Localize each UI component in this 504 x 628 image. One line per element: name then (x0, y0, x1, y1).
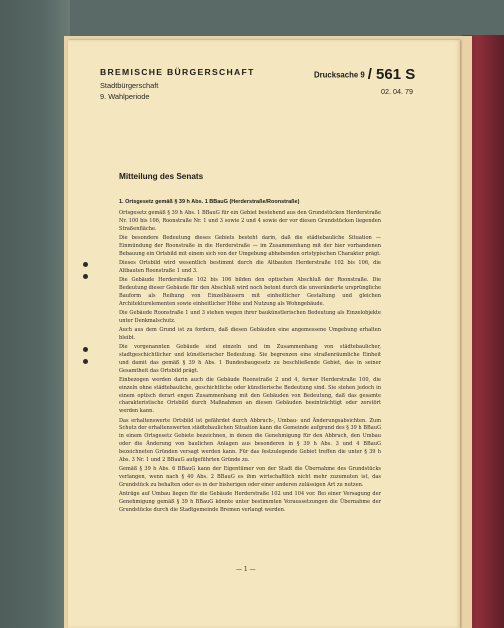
paragraph: Das erhaltenswerte Ortsbild ist gefährdet durch Abbruch-, Umbau- und Änderungsabsichten. Zum Schutz der erhaltenswerten städtebaulichen Situation kann die Gemeinde aufgrund des § 39 h BBauG in einem Ortsgesetz Gebiete bezeichnen, in denen die Genehmigung für den Abbruch, den Umbau oder die Änderung von baulichen Anlagen aus besonderen in § 39 h Abs. 3 und 4 BBauG bezeichneten Gründen versagt werden kann. Für das festzulegende Gebiet treffen die unter § 39 h Abs. 3 Nr. 1 und 2 BBauG aufgeführten Gründe zu. (119, 417, 381, 463)
page-number: — 1 — (236, 566, 256, 573)
paragraph: Einbezogen werden darin auch die Gebäude Roonstraße 2 und 4, ferner Herderstraße 100, die einzeln ohne städtebauliche, geschichtliche oder künstlerische Bedeutung sind. Sie stehen jedoch in einem optisch derart engen Zusammenhang mit den Gebäuden von Bedeutung, daß das gesamte charakteristische Ortsbild durch Maßnahmen an diesen Gebäuden beeinträchtigt oder zerstört werden kann. (119, 377, 381, 415)
document-number (314, 66, 415, 84)
legislative-period: 9. Wahlperiode (100, 92, 150, 101)
paragraph: Die besondere Bedeutung dieses Gebiets besteht darin, daß die städtebauliche Situation — Einmündung der Roonstraße in die Herderstraße — im Zusammenhang mit der hier vorhandenen Bebauung ein Ortsbild mit einem sich von der Umgebung abhebenden ortstypischen Charakter prägt. (119, 234, 381, 257)
section-title: 1. Ortsgesetz gemäß § 39 h Abs. 1 BBauG (Herderstraße/Roonstraße) (119, 199, 300, 205)
scanner-background (0, 0, 70, 628)
paragraph: Die Gebäude Roonstraße 1 und 3 stehen wegen ihrer baukünstlerischen Bedeutung als Einzelobjekte unter Denkmalschutz. (119, 309, 381, 324)
punch-hole (83, 359, 88, 364)
drucksache-number: / 561 S (367, 66, 416, 84)
paragraph: Die vorgenannten Gebäude sind einzeln und im Zusammenhang von städtebaulicher, stadtgeschichtlicher und künstlerischer Bedeutung. Sie begrenzen eine straßenräumliche Einheit und damit das gemäß § 39 h Abs. 1 Bundesbaugesetz zu beschließende Gebiet, das in seiner Gesamtheit das Ortsbild prägt. (119, 344, 381, 374)
chamber-name: Stadtbürgerschaft (100, 81, 159, 90)
document-body (119, 210, 381, 516)
paragraph: Die Gebäude Herderstraße 102 bis 106 bilden den optischen Abschluß der Roonstraße. Die Bedeutung dieser Gebäude für den Abschluß wird noch betont durch die unveränderte ursprüngliche Bauform als Reihung von Einzelhäusern mit einheitlicher Gestaltung und gleichen Architekturelementen sowie einheitlicher Höhe und Nutzung als Wohngebäude. (119, 277, 381, 307)
punch-hole (83, 347, 88, 352)
punch-hole (83, 262, 88, 267)
paragraph: Gemäß § 39 h Abs. 6 BBauG kann der Eigentümer von der Stadt die Übernahme des Grundstücks verlangen, wenn nach § 40 Abs. 2 BBauG es ihm wirtschaftlich nicht mehr zuzumuten ist, das Grundstück zu behalten oder es in der bisherigen oder einer anderen zulässigen Art zu nutzen. (119, 466, 381, 488)
document-date: 02. 04. 79 (381, 87, 413, 96)
paragraph: Auch aus dem Grund ist zu fordern, daß diesen Gebäuden eine angemessene Umgebung erhalten bleibt. (119, 327, 381, 341)
paragraph: Dieses Ortsbild wird wesentlich bestimmt durch die Altbauten Herderstraße 102 bis 106, die Altbauten Roonstraße 1 und 3. (119, 259, 381, 274)
drucksache-label: Drucksache 9 (314, 70, 365, 80)
organization-name: BREMISCHE BÜRGERSCHAFT (100, 67, 255, 77)
document-title: Mitteilung des Senats (119, 172, 204, 181)
paragraph: Anträge auf Umbau liegen für die Gebäude Herderstraße 102 und 104 vor. Bei einer Versagung der Genehmigung gemäß § 39 h BBauG könnte unter bestimmten Voraussetzungen die Übernahme der Grundstücke durch die Stadtgemeinde Bremen verlangt werden. (119, 491, 381, 513)
punch-hole (83, 274, 88, 279)
paragraph: Ortsgesetz gemäß § 39 h Abs. 1 BBauG für ein Gebiet bestehend aus den Grundstücken Herderstraße Nr. 100 bis 106, Roonstraße Nr. 1 und 3 sowie 2 und 4 sowie der vor diesen Grundstücken liegenden Straßenfläche. (119, 210, 381, 232)
